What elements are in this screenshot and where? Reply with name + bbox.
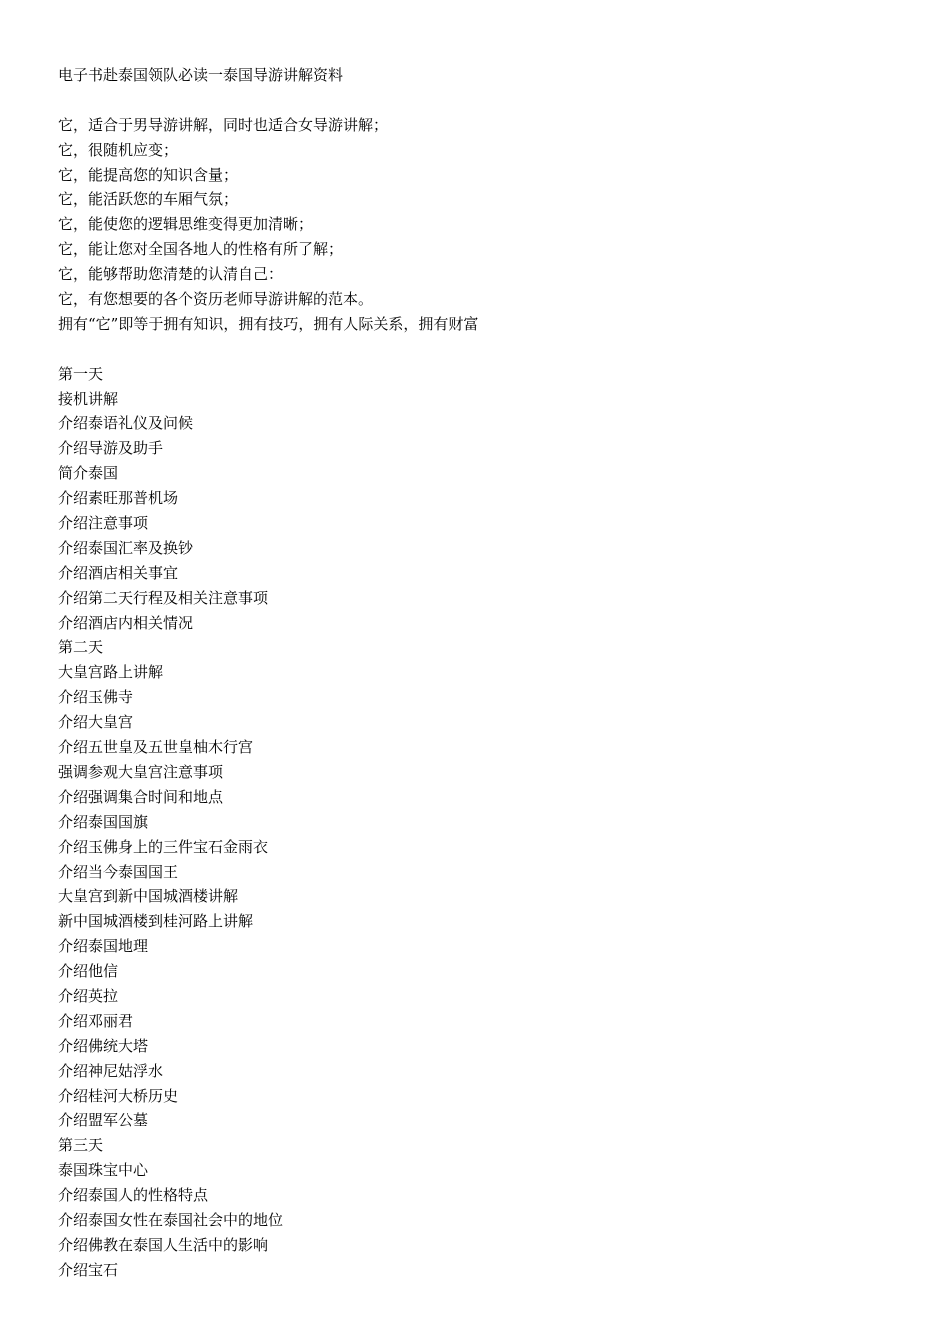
intro-line: 它，适合于男导游讲解，同时也适合女导游讲解； bbox=[58, 115, 389, 134]
contents-item: 介绍他信 bbox=[58, 962, 119, 981]
contents-item: 介绍酒店内相关情况 bbox=[58, 613, 194, 632]
contents-item: 大皇宫路上讲解 bbox=[58, 663, 164, 682]
intro-line: 它，能使您的逻辑思维变得更加清晰； bbox=[58, 215, 314, 234]
contents-item: 介绍盟军公墓 bbox=[58, 1111, 149, 1130]
document-page bbox=[58, 63, 918, 1283]
contents-item: 介绍佛统大塔 bbox=[58, 1036, 149, 1055]
contents-item: 介绍玉佛寺 bbox=[58, 688, 134, 707]
intro-section bbox=[58, 113, 918, 337]
contents-item: 大皇宫到新中国城酒楼讲解 bbox=[58, 887, 239, 906]
day-heading: 第一天 bbox=[58, 364, 104, 383]
contents-item: 介绍大皇宫 bbox=[58, 713, 134, 732]
contents-item: 介绍泰国人的性格特点 bbox=[58, 1186, 209, 1205]
intro-line: 拥有“它”即等于拥有知识，拥有技巧，拥有人际关系，拥有财富 bbox=[58, 314, 479, 333]
contents-item: 介绍佛教在泰国人生活中的影响 bbox=[58, 1235, 269, 1254]
day-heading: 第三天 bbox=[58, 1136, 104, 1155]
contents-item: 介绍强调集合时间和地点 bbox=[58, 787, 224, 806]
contents-item: 介绍注意事项 bbox=[58, 514, 149, 533]
contents-item: 介绍素旺那普机场 bbox=[58, 489, 179, 508]
contents-item: 接机讲解 bbox=[58, 389, 119, 408]
contents-item: 介绍桂河大桥历史 bbox=[58, 1086, 179, 1105]
contents-item: 介绍宝石 bbox=[58, 1260, 119, 1279]
intro-line: 它，能提高您的知识含量； bbox=[58, 165, 239, 184]
contents-item: 强调参观大皇宫注意事项 bbox=[58, 762, 224, 781]
contents-item: 介绍泰国国旗 bbox=[58, 812, 149, 831]
spacer bbox=[58, 88, 918, 113]
contents-item: 介绍五世皇及五世皇柚木行宫 bbox=[58, 738, 254, 757]
contents-list bbox=[58, 362, 918, 1283]
contents-item: 简介泰国 bbox=[58, 464, 119, 483]
contents-item: 介绍邓丽君 bbox=[58, 1011, 134, 1030]
intro-line: 它，能让您对全国各地人的性格有所了解； bbox=[58, 240, 344, 259]
intro-line: 它，能够帮助您清楚的认清自己： bbox=[58, 265, 284, 284]
intro-line: 它，有您想要的各个资历老师导游讲解的范本。 bbox=[58, 290, 374, 309]
intro-line: 它，能活跃您的车厢气氛； bbox=[58, 190, 239, 209]
day-heading: 第二天 bbox=[58, 638, 104, 657]
contents-item: 介绍第二天行程及相关注意事项 bbox=[58, 588, 269, 607]
contents-item: 介绍泰语礼仪及问候 bbox=[58, 414, 194, 433]
contents-item: 介绍导游及助手 bbox=[58, 439, 164, 458]
contents-item: 介绍泰国汇率及换钞 bbox=[58, 538, 194, 557]
contents-item: 介绍神尼姑浮水 bbox=[58, 1061, 164, 1080]
contents-item: 介绍英拉 bbox=[58, 986, 119, 1005]
document-title: 电子书赴泰国领队必读一泰国导游讲解资料 bbox=[58, 66, 344, 84]
contents-item: 新中国城酒楼到桂河路上讲解 bbox=[58, 912, 254, 931]
contents-item: 介绍酒店相关事宜 bbox=[58, 563, 179, 582]
contents-item: 介绍泰国地理 bbox=[58, 937, 149, 956]
contents-item: 介绍玉佛身上的三件宝石金雨衣 bbox=[58, 837, 269, 856]
contents-item: 泰国珠宝中心 bbox=[58, 1161, 149, 1180]
contents-item: 介绍当今泰国国王 bbox=[58, 862, 179, 881]
spacer bbox=[58, 337, 918, 362]
intro-line: 它，很随机应变； bbox=[58, 140, 179, 159]
contents-item: 介绍泰国女性在泰国社会中的地位 bbox=[58, 1210, 284, 1229]
